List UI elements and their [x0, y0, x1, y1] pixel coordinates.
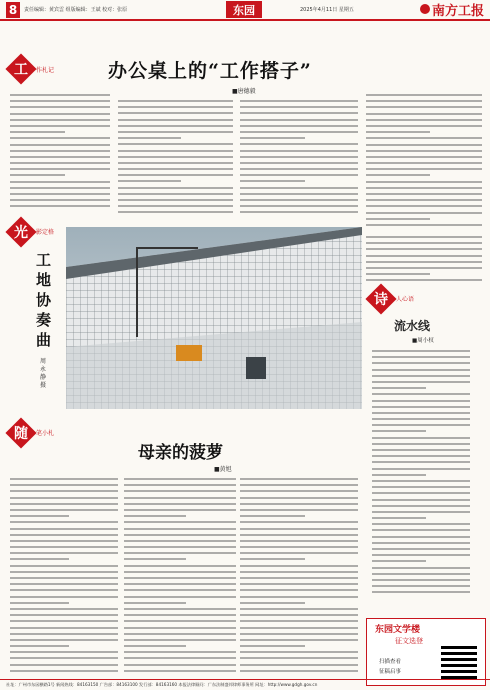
text-line: [10, 546, 118, 548]
text-line: [372, 406, 470, 408]
text-line: [240, 478, 358, 480]
text-line: [372, 387, 426, 389]
text-line: [240, 137, 305, 139]
text-line: [124, 534, 236, 536]
text-line: [10, 620, 118, 622]
text-line: [240, 174, 358, 176]
text-line: [366, 150, 482, 152]
text-line: [240, 602, 305, 604]
text-line: [240, 131, 358, 133]
text-line: [10, 651, 118, 653]
text-line: [240, 150, 358, 152]
text-line: [240, 552, 358, 554]
poem-top-text: [366, 236, 482, 286]
text-line: [240, 627, 358, 629]
text-line: [366, 279, 482, 281]
text-line: [372, 523, 470, 525]
qr-subtitle: 征文选登: [395, 637, 423, 645]
text-line: [10, 515, 69, 517]
text-line: [10, 645, 69, 647]
text-line: [240, 608, 358, 610]
text-line: [124, 515, 186, 517]
qr-caption-2: 征稿启事: [379, 669, 402, 675]
text-line: [118, 211, 233, 213]
text-line: [124, 552, 236, 554]
text-line: [372, 418, 470, 420]
text-line: [118, 193, 233, 195]
text-line: [124, 503, 236, 505]
text-line: [372, 455, 470, 457]
text-line: [372, 356, 470, 358]
text-line: [366, 144, 482, 146]
text-line: [372, 511, 470, 513]
text-line: [372, 529, 470, 531]
text-line: [124, 645, 186, 647]
text-line: [10, 144, 110, 146]
text-line: [366, 162, 482, 164]
article1-author: ■唐德毅: [232, 88, 256, 95]
text-line: [118, 100, 233, 102]
text-line: [10, 627, 118, 629]
text-line: [366, 255, 482, 257]
text-line: [240, 490, 358, 492]
photo-credit: 周永静 摄: [40, 358, 47, 389]
text-line: [372, 480, 470, 482]
text-line: [124, 651, 236, 653]
text-line: [10, 589, 118, 591]
issue-date: 2025年4月11日 星期五: [300, 7, 354, 13]
text-line: [10, 528, 118, 530]
text-line: [240, 515, 305, 517]
text-line: [372, 567, 470, 569]
text-line: [10, 602, 69, 604]
text-line: [240, 187, 358, 189]
text-line: [124, 558, 186, 560]
text-line: [366, 224, 482, 226]
qr-caption-1: 扫描查看: [379, 659, 402, 665]
text-line: [240, 620, 358, 622]
editors-line: 责任编辑：黄宾雲 组版编辑：王斌 校对：张原: [24, 7, 128, 13]
text-line: [366, 267, 482, 269]
text-line: [240, 100, 358, 102]
newspaper-logo: [420, 0, 486, 18]
text-line: [10, 199, 110, 201]
text-line: [240, 639, 358, 641]
text-line: [124, 664, 236, 666]
text-line: [124, 608, 236, 610]
text-line: [118, 112, 233, 114]
text-line: [10, 174, 65, 176]
text-line: [124, 497, 236, 499]
text-line: [372, 412, 470, 414]
text-line: [124, 596, 236, 598]
text-line: [372, 350, 470, 352]
text-line: [124, 627, 236, 629]
text-line: [372, 424, 470, 426]
qr-title: 东园文学楼: [375, 625, 421, 635]
article3-title: 母亲的菠萝: [138, 443, 223, 463]
text-line: [10, 534, 118, 536]
text-line: [10, 497, 118, 499]
text-line: [240, 503, 358, 505]
text-line: [124, 484, 236, 486]
text-line: [118, 187, 233, 189]
article1-col2: [118, 100, 233, 218]
text-line: [366, 248, 482, 250]
text-line: [10, 571, 118, 573]
text-line: [10, 137, 110, 139]
text-line: [118, 180, 181, 182]
text-line: [372, 579, 470, 581]
text-line: [240, 596, 358, 598]
text-line: [240, 558, 305, 560]
text-line: [240, 546, 358, 548]
text-line: [240, 583, 358, 585]
text-line: [240, 534, 358, 536]
text-line: [372, 461, 470, 463]
text-line: [10, 670, 118, 672]
text-line: [372, 430, 426, 432]
text-line: [240, 521, 358, 523]
text-line: [118, 131, 233, 133]
text-line: [10, 565, 118, 567]
text-line: [372, 542, 470, 544]
article3-col2: [124, 478, 236, 676]
text-line: [124, 509, 236, 511]
text-line: [240, 540, 358, 542]
text-line: [124, 670, 236, 672]
text-line: [366, 273, 430, 275]
text-line: [366, 94, 482, 96]
section-badge-photo: 光: [5, 216, 36, 247]
text-line: [10, 156, 110, 158]
text-line: [10, 478, 118, 480]
logo-text: 南方工报: [432, 3, 485, 19]
text-line: [10, 162, 110, 164]
text-line: [240, 193, 358, 195]
text-line: [240, 112, 358, 114]
text-line: [366, 181, 482, 183]
text-line: [10, 181, 110, 183]
text-line: [372, 573, 470, 575]
text-line: [124, 589, 236, 591]
text-line: [366, 100, 482, 102]
text-line: [366, 199, 482, 201]
text-line: [10, 187, 110, 189]
text-line: [118, 162, 233, 164]
text-line: [240, 577, 358, 579]
poem-title: 流水线: [394, 319, 431, 333]
text-line: [372, 585, 470, 587]
text-line: [124, 657, 236, 659]
text-line: [240, 143, 358, 145]
text-line: [240, 565, 358, 567]
text-line: [240, 106, 358, 108]
text-line: [366, 236, 482, 238]
text-line: [118, 119, 233, 121]
text-line: [240, 156, 358, 158]
text-line: [124, 565, 236, 567]
text-line: [372, 591, 470, 593]
text-line: [118, 205, 233, 207]
text-line: [366, 119, 482, 121]
text-line: [124, 546, 236, 548]
text-line: [366, 261, 482, 263]
page-number: 8: [6, 2, 20, 18]
text-line: [10, 503, 118, 505]
logo-icon: [420, 4, 430, 14]
text-line: [10, 106, 110, 108]
text-line: [366, 125, 482, 127]
text-line: [372, 486, 470, 488]
text-line: [240, 651, 358, 653]
text-line: [366, 131, 430, 133]
text-line: [240, 211, 358, 213]
text-line: [372, 560, 426, 562]
text-line: [10, 664, 118, 666]
text-line: [372, 449, 470, 451]
text-line: [10, 540, 118, 542]
text-line: [372, 369, 470, 371]
article3-author: ■黄旭: [214, 466, 232, 473]
text-line: [366, 113, 482, 115]
text-line: [10, 639, 118, 641]
text-line: [240, 614, 358, 616]
text-line: [372, 437, 470, 439]
text-line: [10, 657, 118, 659]
text-line: [124, 633, 236, 635]
text-line: [372, 375, 470, 377]
text-line: [10, 490, 118, 492]
text-line: [118, 150, 233, 152]
qr-box: [366, 618, 486, 686]
text-line: [366, 168, 482, 170]
text-line: [124, 478, 236, 480]
text-line: [372, 554, 470, 556]
text-line: [240, 162, 358, 164]
text-line: [372, 536, 470, 538]
text-line: [372, 499, 470, 501]
text-line: [10, 100, 110, 102]
text-line: [372, 474, 426, 476]
text-line: [366, 242, 482, 244]
text-line: [118, 106, 233, 108]
section-sub-photo: 影定格: [36, 229, 55, 236]
section-sub-essay: 笔小札: [36, 430, 55, 437]
text-line: [372, 393, 470, 395]
text-line: [372, 381, 470, 383]
qr-code-icon[interactable]: [441, 643, 477, 679]
section-name: 东园: [226, 1, 262, 18]
text-line: [240, 657, 358, 659]
text-line: [118, 143, 233, 145]
text-line: [240, 528, 358, 530]
text-line: [10, 205, 110, 207]
section-sub-work: 作札记: [36, 67, 55, 74]
text-line: [10, 608, 118, 610]
section-badge-poem: 诗: [365, 283, 396, 314]
text-line: [124, 620, 236, 622]
text-line: [10, 583, 118, 585]
text-line: [366, 205, 482, 207]
text-line: [240, 589, 358, 591]
text-line: [240, 509, 358, 511]
text-line: [10, 558, 69, 560]
section-badge-essay: 随: [5, 417, 36, 448]
text-line: [372, 468, 470, 470]
text-line: [124, 602, 186, 604]
section-badge-work: 工: [5, 53, 36, 84]
footer-rule: [0, 679, 490, 680]
text-line: [372, 548, 470, 550]
text-line: [10, 521, 118, 523]
footer-text: 社址：广州市东园横路1号 新闻热线：84163150 广告部：84163100 发行部：84163160 本报法律顾问：广东法制盛邦律师事务所 网址：http://www.gdgh.gov.cn: [6, 682, 318, 687]
text-line: [118, 156, 233, 158]
text-line: [118, 199, 233, 201]
text-line: [240, 633, 358, 635]
text-line: [124, 583, 236, 585]
text-line: [118, 125, 233, 127]
text-line: [124, 540, 236, 542]
text-line: [366, 156, 482, 158]
text-line: [10, 509, 118, 511]
text-line: [366, 212, 482, 214]
section-sub-poem: 人心语: [396, 296, 415, 303]
text-line: [372, 400, 470, 402]
text-line: [10, 193, 110, 195]
text-line: [366, 193, 482, 195]
text-line: [10, 577, 118, 579]
text-line: [10, 94, 110, 96]
text-line: [240, 664, 358, 666]
text-line: [124, 521, 236, 523]
text-line: [10, 150, 110, 152]
construction-photo: [66, 227, 362, 409]
text-line: [372, 362, 470, 364]
text-line: [366, 187, 482, 189]
text-line: [240, 205, 358, 207]
text-line: [124, 490, 236, 492]
text-line: [240, 125, 358, 127]
text-line: [240, 119, 358, 121]
text-line: [240, 168, 358, 170]
construction-photo-graphic: [66, 227, 362, 409]
text-line: [240, 670, 358, 672]
text-line: [372, 492, 470, 494]
text-line: [10, 552, 118, 554]
text-line: [240, 199, 358, 201]
article1-col3: [240, 100, 358, 218]
text-line: [366, 218, 430, 220]
text-line: [124, 577, 236, 579]
photo-title: 工地协奏曲: [36, 251, 52, 349]
text-line: [372, 517, 426, 519]
article1-col4: [366, 94, 482, 230]
text-line: [10, 131, 65, 133]
text-line: [124, 528, 236, 530]
header: [0, 0, 490, 36]
text-line: [366, 137, 482, 139]
text-line: [372, 505, 470, 507]
poem-body: [372, 350, 470, 598]
text-line: [10, 614, 118, 616]
text-line: [366, 106, 482, 108]
text-line: [10, 484, 118, 486]
text-line: [10, 113, 110, 115]
text-line: [118, 168, 233, 170]
text-line: [10, 633, 118, 635]
article1-col1: [10, 94, 110, 212]
text-line: [10, 596, 118, 598]
text-line: [10, 119, 110, 121]
header-rule: [0, 19, 490, 21]
text-line: [124, 639, 236, 641]
text-line: [10, 168, 110, 170]
text-line: [124, 571, 236, 573]
text-line: [372, 443, 470, 445]
text-line: [240, 484, 358, 486]
text-line: [240, 571, 358, 573]
text-line: [124, 614, 236, 616]
text-line: [240, 180, 305, 182]
article1-title: 办公桌上的“工作搭子”: [108, 60, 312, 82]
text-line: [10, 125, 110, 127]
text-line: [240, 645, 305, 647]
text-line: [240, 497, 358, 499]
text-line: [366, 174, 430, 176]
article3-col3: [240, 478, 358, 676]
text-line: [118, 174, 233, 176]
article3-col1: [10, 478, 118, 676]
text-line: [118, 137, 181, 139]
poem-author: ■周小权: [412, 338, 434, 344]
